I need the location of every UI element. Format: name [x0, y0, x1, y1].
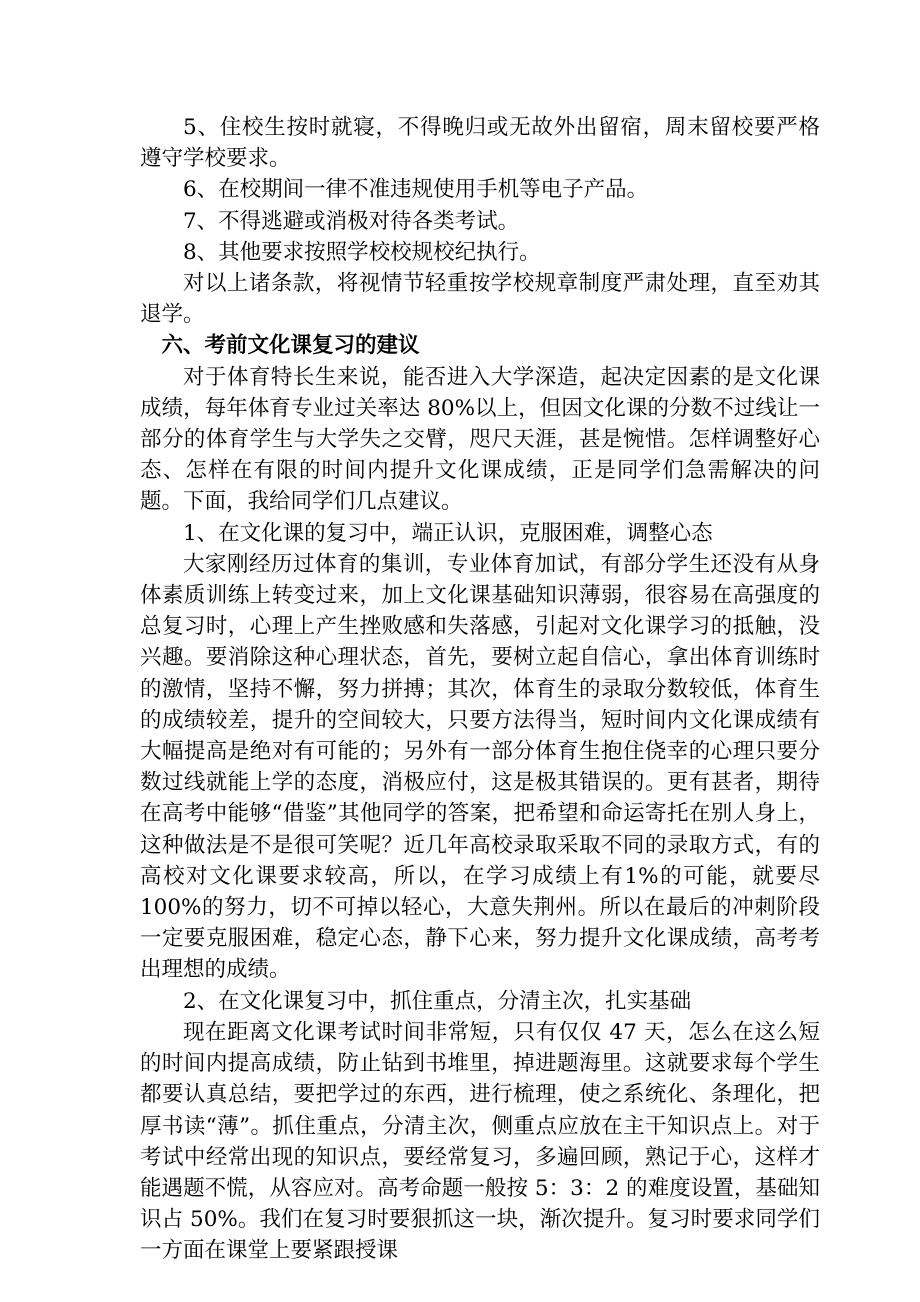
paragraph-rule-7: 7、不得逃避或消极对待各类考试。	[183, 208, 520, 234]
paragraph-rule-5: 5、住校生按时就寝，不得晚归或无故外出留宿，周末留校要严格遵守学校要求。	[140, 115, 820, 172]
paragraph-rule-8: 8、其他要求按照学校校规校纪执行。	[183, 239, 541, 265]
subheading-advice-1: 1、在文化课的复习中，端正认识，克服困难，调整心态	[183, 520, 713, 546]
paragraph-section-6-intro: 对于体育特长生来说，能否进入大学深造，起决定因素的是文化课成绩，每年体育专业过关率达 80%以上，但因文化课的分数不过线让一部分的体育学生与大学失之交臂，咫尺天涯，甚是惋惜。怎样调整好心态、怎样在有限的时间内提升文化课成绩，正是同学们急需解决的问题。下面，我给同学们几点建议。	[140, 364, 820, 515]
paragraph-advice-2-body: 现在距离文化课考试时间非常短，只有仅仅 47 天，怎么在这么短的时间内提高成绩，防止钻到书堆里，掉进题海里。这就要求每个学生都要认真总结，要把学过的东西，进行梳理，使之系统化、条理化，把厚书读“薄”。抓住重点，分清主次，侧重点应放在主干知识点上。对于考试中经常出现的知识点，要经常复习，多遍回顾，熟记于心，这样才能遇题不慌，从容应对。高考命题一般按 5：3：2 的难度设置，基础知识占 50%。我们在复习时要狠抓这一块，渐次提升。复习时要求同学们一方面在课堂上要紧跟授课	[140, 1019, 820, 1264]
subheading-advice-2: 2、在文化课复习中，抓住重点，分清主次，扎实基础	[183, 988, 692, 1014]
paragraph-advice-1-body: 大家刚经历过体育的集训，专业体育加试，有部分学生还没有从身体素质训练上转变过来，加上文化课基础知识薄弱，很容易在高强度的总复习时，心理上产生挫败感和失落感，引起对文化课学习的抵触，没兴趣。要消除这种心理状态，首先，要树立起自信心，拿出体育训练时的激情，坚持不懈，努力拼搏；其次，体育生的录取分数较低，体育生的成绩较差，提升的空间较大，只要方法得当，短时间内文化课成绩有大幅提高是绝对有可能的；另外有一部分体育生抱住侥幸的心理只要分数过线就能上学的态度，消极应付，这是极其错误的。更有甚者，期待在高考中能够“借鉴”其他同学的答案，把希望和命运寄托在别人身上，这种做法是不是很可笑呢？近几年高校录取采取不同的录取方式，有的高校对文化课要求较高，所以，在学习成绩上有1%的可能，就要尽 100%的努力，切不可掉以轻心，大意失荆州。所以在最后的冲刺阶段一定要克服困难，稳定心态，静下心来，努力提升文化课成绩，高考考出理想的成绩。	[140, 551, 820, 983]
section-heading-6: 六、考前文化课复习的建议	[161, 333, 420, 359]
document-body	[140, 112, 820, 1267]
paragraph-rules-conclusion: 对以上诸条款，将视情节轻重按学校规章制度严肃处理，直至劝其退学。	[140, 271, 820, 328]
paragraph-rule-6: 6、在校期间一律不准违规使用手机等电子产品。	[183, 177, 649, 203]
